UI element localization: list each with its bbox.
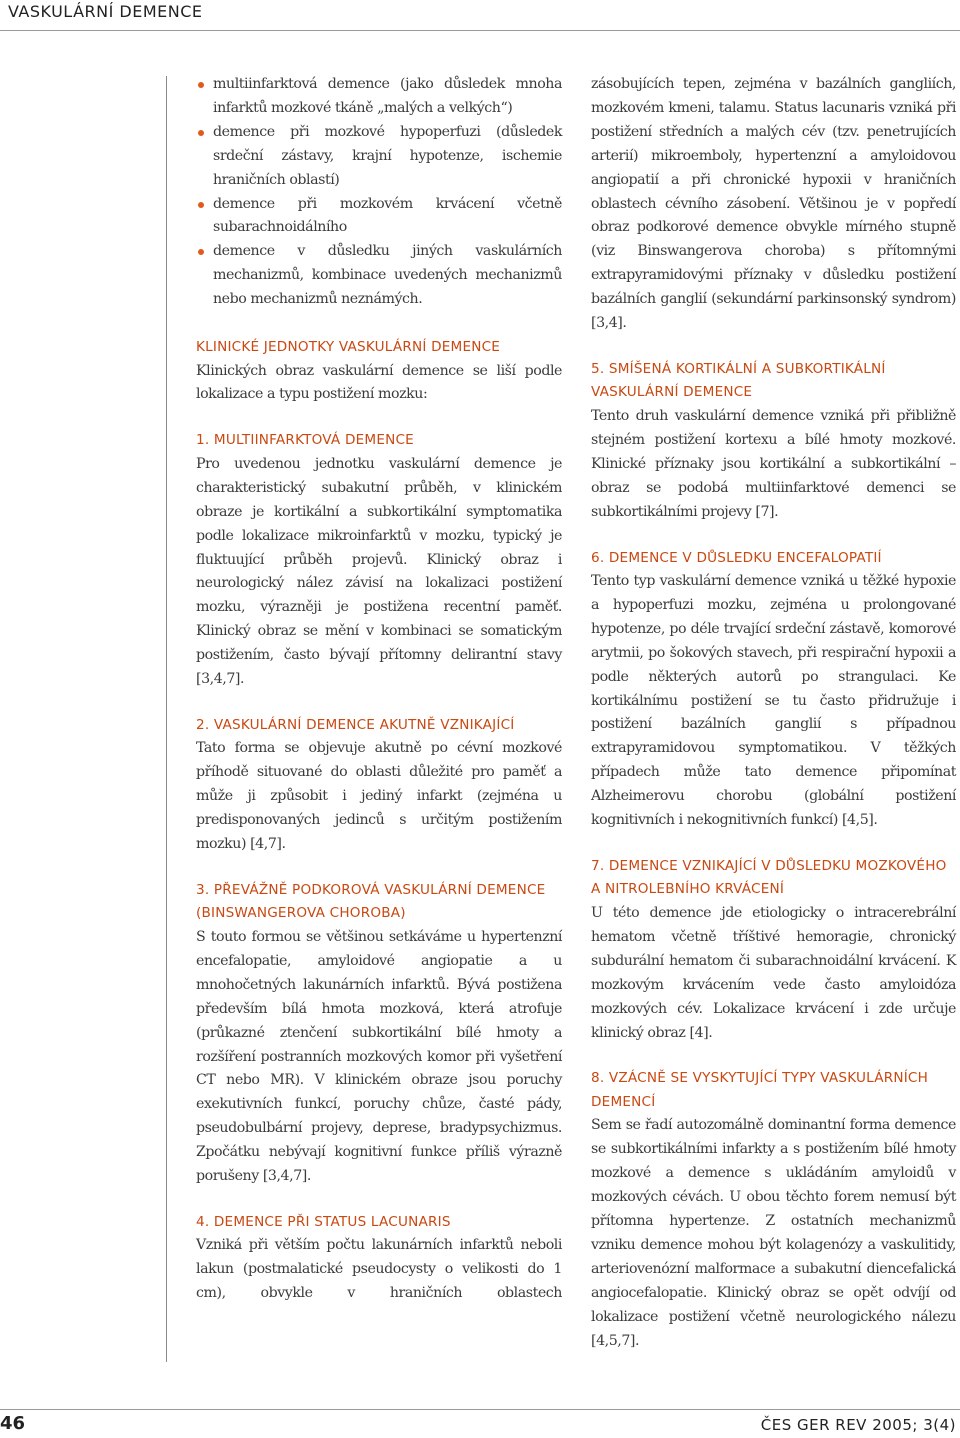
column-rule <box>166 76 167 1362</box>
section-heading-4: 4. DEMENCE PŘI STATUS LACUNARIS <box>196 1213 451 1230</box>
section-text-2: Tato forma se objevuje akutně po cévní mozkové příhodě situované do oblasti důležité pro paměť a může ji způsobit i jediný infarkt (zejména u predisponovaných jedinců s určitým postižením mozku) [4,7]. <box>196 740 562 853</box>
bottom-rule <box>0 1409 960 1410</box>
bullet-item <box>196 240 562 312</box>
section-text-klinicke: Klinických obraz vaskulární demence se liší podle lokalizace a typu postižení mozku: <box>196 362 562 403</box>
section-text-8: Sem se řadí autozomálně dominantní forma demence se subkortikálními infarkty a s postižením bílé hmoty mozkové a demence s ukládáním amyloidů v mozkových cévách. U obou těchto forem nemusí být přítomna hypertenze. Z ostatních mechanizmů vzniku demence mohou být kolagenózy a vaskulitidy, arteriovenózní malformace a subakutní diencefalická angiocefalopatie. Klinický obraz se opět odvíjí od lokalizace postižení včetně neurologického nálezu [4,5,7]. <box>591 1117 956 1349</box>
bullet-text: multiinfarktová demence (jako důsledek mnoha infarktů mozkové tkáně „malých a velkých“) <box>213 76 562 116</box>
section-text-7: U této demence jde etiologicky o intracerebrální hematom včetně tříštivé hemoragie, chronický subdurální hematom či subarachnoidální krvácení. K mozkovým krvácením vede často amyloidóza mozkových cév. Lokalizace krvácení i zde určuje klinický obraz [4]. <box>591 904 956 1041</box>
section-text-3: S touto formou se většinou setkáváme u hypertenzní encefalopatie, amyloidové angiopatie a u mnohočetných lakunárních infarktů. Bývá postižena především bílá hmota mozková, která atrofuje (průkazné ztenčení subkortikální bílé hmoty a rozšíření postranních mozkových komor při vyšetření CT nebo MR). V klinickém obraze jsou poruchy exekutivních funkcí, poruchy chůze, časté pády, pseudobulbární projevy, deprese, bradypsychizmus. Zpočátku nebývají kognitivní funkce příliš výrazně porušeny [3,4,7]. <box>196 928 562 1185</box>
bullet-dot-icon <box>198 202 204 208</box>
running-head: VASKULÁRNÍ DEMENCE <box>8 2 203 21</box>
section-heading-1: 1. MULTIINFARKTOVÁ DEMENCE <box>196 432 414 449</box>
section-heading-klinicke: KLINICKÉ JEDNOTKY VASKULÁRNÍ DEMENCE <box>196 339 501 356</box>
section-heading-7: 7. DEMENCE VZNIKAJÍCÍ V DŮSLEDKU MOZKOVÉHO A NITROLEBNÍHO KRVÁCENÍ <box>591 857 947 898</box>
bullet-text: demence při mozkové hypoperfuzi (důsledek srdeční zástavy, krajní hypotenze, ischemie hraničních oblastí) <box>213 123 562 188</box>
top-rule <box>0 30 960 31</box>
journal-citation: ČES GER REV 2005; 3(4) <box>760 1416 956 1434</box>
section-heading-5: 5. SMÍŠENÁ KORTIKÁLNÍ A SUBKORTIKÁLNÍ VASKULÁRNÍ DEMENCE <box>591 360 886 401</box>
section-text-4-continued: zásobujících tepen, zejména v bazálních gangliích, mozkovém kmeni, talamu. Status lacunaris vzniká při postižení středních a malých cév (tzv. penetrujících arterií) mikroemboly, hypertenzní a amyloidovou angiopatií a při chronické hypoxii v hraničních oblastech cévního zásobení. Většinou je v popředí obraz podkorové demence obvykle mírného stupně (viz Binswangerova choroba) s přítomnými extrapyramidovými příznaky v důsledku postižení bazálních ganglií (sekundární parkinsonský syndrom) [3,4]. <box>591 76 956 332</box>
section-text-1: Pro uvedenou jednotku vaskulární demence je charakteristický subakutní průběh, v klinickém obraze je kortikální a subkortikální symptomatika podle lokalizace mikroinfarktů v mozku, typický je fluktuující průběh projevů. Klinický obraz i neurologický nález závisí na lokalizaci postižení mozku, výrazněji je postižena recentní paměť. Klinický obraz se mění v kombinaci se somatickým postižením, často bývají přítomny delirantní stavy [3,4,7]. <box>196 455 562 688</box>
bullet-item <box>196 121 562 193</box>
section-heading-8: 8. VZÁCNĚ SE VYSKYTUJÍCÍ TYPY VASKULÁRNÍCH DEMENCÍ <box>591 1070 929 1110</box>
section-heading-2: 2. VASKULÁRNÍ DEMENCE AKUTNĚ VZNIKAJÍCÍ <box>196 716 515 733</box>
bullet-text: demence při mozkovém krvácení včetně subarachnoidálního <box>213 195 562 236</box>
page-number: 46 <box>0 1413 26 1434</box>
bullet-dot-icon <box>198 82 204 88</box>
bullet-dot-icon <box>198 249 204 255</box>
section-text-6: Tento typ vaskulární demence vzniká u těžké hypoxie a hypoperfuzi mozku, zejména u prolongované hypotenze, po déle trvající srdeční zástavě, komorové arytmii, po šokových stavech, při respirační hypoxii a podle některých autorů po strangulaci. Ke kortikálnímu postižení se tu často přidružuje i postižení bazálních ganglií s případnou extrapyramidovou symptomatikou. V těžkých případech může tato demence připomínat Alzheimerovu chorobu (globální postižení kognitivních i nekognitivních funkcí) [4,5]. <box>591 573 956 829</box>
right-column <box>591 73 956 1353</box>
bullet-item <box>196 73 562 121</box>
bullet-list <box>196 73 562 312</box>
bullet-text: demence v důsledku jiných vaskulárních mechanizmů, kombinace uvedených mechanizmů nebo mechanizmů neznámých. <box>213 243 562 308</box>
section-text-5: Tento druh vaskulární demence vzniká při přibližně stejném postižení kortexu a bílé hmoty mozkové. Klinické příznaky jsou kortikální a subkortikální – obraz se podobá multiinfarktové demenci se subkortikálními projevy [7]. <box>591 407 956 520</box>
bullet-dot-icon <box>198 130 204 136</box>
bullet-item <box>196 193 562 241</box>
section-text-4: Vzniká při větším počtu lakunárních infarktů neboli lakun (postmalatické pseudocysty o velikosti do 1 cm), obvykle v hraničních oblastech <box>196 1237 562 1302</box>
section-heading-3: 3. PŘEVÁŽNĚ PODKOROVÁ VASKULÁRNÍ DEMENCE (BINSWANGEROVA CHOROBA) <box>196 881 546 922</box>
left-column <box>196 73 562 1306</box>
section-heading-6: 6. DEMENCE V DŮSLEDKU ENCEFALOPATIÍ <box>591 549 882 566</box>
